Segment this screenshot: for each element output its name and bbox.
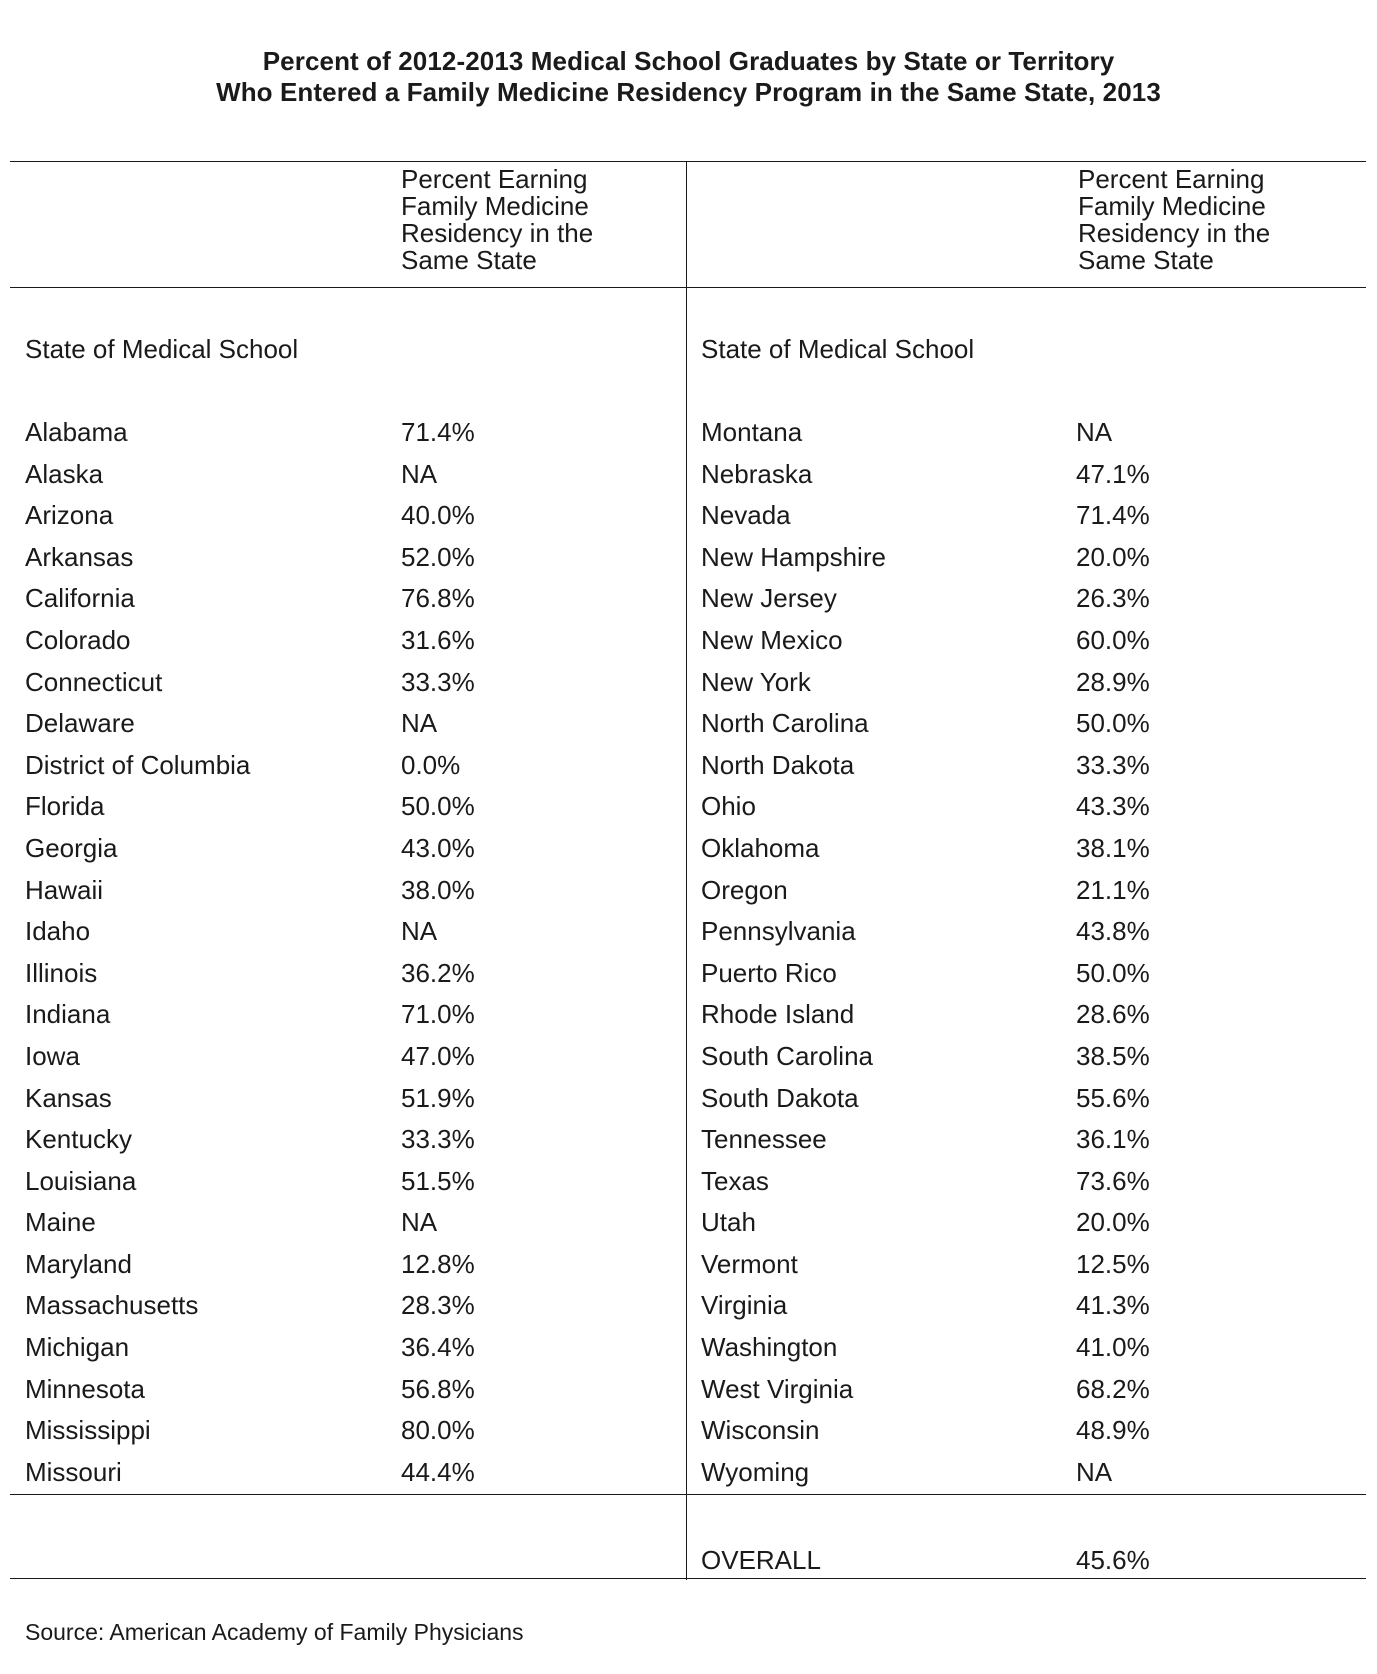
percent-value: 43.3% — [1076, 791, 1150, 822]
state-name: New York — [701, 666, 811, 697]
overall-row — [701, 1544, 1301, 1576]
percent-value: 38.5% — [1076, 1040, 1150, 1071]
right-header-line-3: Residency in the — [1078, 218, 1271, 248]
percent-value: 71.0% — [401, 999, 475, 1030]
percent-value: 33.3% — [1076, 749, 1150, 780]
percent-value: 28.3% — [401, 1290, 475, 1321]
left-header-line-4: Same State — [401, 245, 537, 275]
state-name: Illinois — [25, 957, 98, 988]
table-row — [701, 458, 1331, 500]
state-name: Wisconsin — [701, 1415, 820, 1446]
table-row — [701, 957, 1331, 999]
state-name: Rhode Island — [701, 999, 855, 1030]
table-row — [25, 1248, 655, 1290]
state-name: Minnesota — [25, 1373, 145, 1404]
percent-value: NA — [1076, 417, 1113, 447]
table-row — [701, 1206, 1331, 1248]
table-row — [701, 499, 1331, 541]
state-name: Puerto Rico — [701, 957, 837, 988]
percent-value: 41.3% — [1076, 1290, 1150, 1321]
table-row — [25, 1456, 655, 1498]
table-row — [701, 541, 1331, 583]
percent-value: 28.9% — [1076, 666, 1150, 697]
table-row — [701, 790, 1331, 832]
table-row — [25, 707, 655, 749]
state-name: New Hampshire — [701, 541, 886, 572]
percent-value: 50.0% — [1076, 708, 1150, 739]
percent-value: 47.0% — [401, 1040, 475, 1071]
state-name: Vermont — [701, 1248, 798, 1279]
percent-value: 51.5% — [401, 1165, 475, 1196]
left-header-line-1: Percent Earning — [401, 164, 588, 194]
state-name: Indiana — [25, 999, 111, 1030]
table-row — [701, 915, 1331, 957]
percent-value: 50.0% — [401, 791, 475, 822]
table-row — [25, 1206, 655, 1248]
table-row — [25, 458, 655, 500]
percent-value: 76.8% — [401, 583, 475, 614]
percent-value: 20.0% — [1076, 541, 1150, 572]
percent-value: 47.1% — [1076, 458, 1150, 489]
right-state-list — [701, 416, 1331, 1497]
right-percent-header — [1078, 166, 1377, 274]
table-row — [25, 541, 655, 583]
state-name: Maryland — [25, 1248, 132, 1279]
state-name: Mississippi — [25, 1415, 151, 1446]
percent-value: 38.1% — [1076, 832, 1150, 863]
percent-value: 0.0% — [401, 749, 461, 780]
table-row — [701, 1289, 1331, 1331]
table-row — [701, 749, 1331, 791]
state-name: Kentucky — [25, 1124, 132, 1155]
state-name: District of Columbia — [25, 749, 251, 780]
left-header-line-3: Residency in the — [401, 218, 594, 248]
table-row — [25, 624, 655, 666]
table-row — [25, 582, 655, 624]
table-row — [25, 499, 655, 541]
table-row — [25, 1165, 655, 1207]
state-name: Connecticut — [25, 666, 163, 697]
table-row — [701, 1456, 1331, 1498]
header-rule — [10, 287, 1366, 288]
table-row — [25, 1040, 655, 1082]
right-header-line-4: Same State — [1078, 245, 1214, 275]
table-row — [701, 1414, 1331, 1456]
table-row — [701, 582, 1331, 624]
left-header-line-2: Family Medicine — [401, 191, 589, 221]
state-name: Nebraska — [701, 458, 813, 489]
state-name: Georgia — [25, 832, 118, 863]
table-row — [25, 1373, 655, 1415]
overall-value: 45.6% — [1076, 1545, 1150, 1575]
state-name: Pennsylvania — [701, 916, 856, 947]
state-name: Virginia — [701, 1290, 788, 1321]
state-name: Louisiana — [25, 1165, 137, 1196]
percent-value: 71.4% — [1076, 500, 1150, 531]
table-row — [701, 832, 1331, 874]
percent-value: 50.0% — [1076, 957, 1150, 988]
state-name: West Virginia — [701, 1373, 854, 1404]
state-name: Maine — [25, 1207, 96, 1238]
table-row — [701, 1082, 1331, 1124]
state-name: Ohio — [701, 791, 756, 822]
left-percent-header — [401, 166, 701, 274]
table-row — [701, 416, 1331, 458]
state-name: Alaska — [25, 458, 104, 489]
state-name: Florida — [25, 791, 105, 822]
state-name: Iowa — [25, 1040, 80, 1071]
state-name: Washington — [701, 1332, 838, 1363]
table-row — [25, 749, 655, 791]
table-row — [701, 1040, 1331, 1082]
state-name: Kansas — [25, 1082, 112, 1113]
percent-value: 44.4% — [401, 1456, 475, 1487]
table-row — [25, 1414, 655, 1456]
state-name: Utah — [701, 1207, 756, 1238]
state-name: Arkansas — [25, 541, 134, 572]
title-line-1: Percent of 2012-2013 Medical School Graduates by State or Territory — [262, 46, 1115, 76]
state-name: Nevada — [701, 500, 791, 531]
percent-value: 12.8% — [401, 1248, 475, 1279]
table-row — [25, 416, 655, 458]
state-name: New Jersey — [701, 583, 837, 614]
state-name: South Carolina — [701, 1040, 873, 1071]
state-name: Oregon — [701, 874, 788, 905]
table-row — [25, 957, 655, 999]
left-state-list — [25, 416, 655, 1497]
percent-value: 36.2% — [401, 957, 475, 988]
right-header-line-2: Family Medicine — [1078, 191, 1266, 221]
state-name: Arizona — [25, 500, 114, 531]
percent-value: 26.3% — [1076, 583, 1150, 614]
table-row — [25, 998, 655, 1040]
right-state-header: State of Medical School — [701, 334, 975, 364]
percent-value: 56.8% — [401, 1373, 475, 1404]
percent-value: 12.5% — [1076, 1248, 1150, 1279]
percent-value: 21.1% — [1076, 874, 1150, 905]
percent-value: 41.0% — [1076, 1332, 1150, 1363]
table-row — [25, 874, 655, 916]
title-line-2: Who Entered a Family Medicine Residency Program in the Same State, 2013 — [216, 77, 1161, 107]
percent-value: 36.4% — [401, 1332, 475, 1363]
table-row — [25, 1289, 655, 1331]
left-state-header: State of Medical School — [25, 334, 299, 364]
percent-value: NA — [401, 916, 438, 947]
table-row — [701, 874, 1331, 916]
table-row — [25, 790, 655, 832]
table-row — [25, 1331, 655, 1373]
state-name: California — [25, 583, 135, 614]
table-row — [701, 1123, 1331, 1165]
table-row — [25, 666, 655, 708]
table-row — [701, 998, 1331, 1040]
percent-value: 43.8% — [1076, 916, 1150, 947]
top-rule — [10, 161, 1366, 162]
percent-value: 38.0% — [401, 874, 475, 905]
percent-value: 68.2% — [1076, 1373, 1150, 1404]
state-name: Oklahoma — [701, 832, 820, 863]
percent-value: NA — [1076, 1456, 1113, 1487]
percent-value: 55.6% — [1076, 1082, 1150, 1113]
state-name: Idaho — [25, 916, 91, 947]
state-name: North Dakota — [701, 749, 855, 780]
state-name: Alabama — [25, 417, 128, 447]
state-name: Colorado — [25, 624, 131, 655]
percent-value: 28.6% — [1076, 999, 1150, 1030]
percent-value: 31.6% — [401, 624, 475, 655]
percent-value: NA — [401, 708, 438, 739]
table-title — [0, 46, 1377, 108]
percent-value: 43.0% — [401, 832, 475, 863]
percent-value: 51.9% — [401, 1082, 475, 1113]
table-row — [25, 915, 655, 957]
state-name: Wyoming — [701, 1456, 810, 1487]
state-name: Delaware — [25, 708, 135, 739]
percent-value: 52.0% — [401, 541, 475, 572]
state-name: Michigan — [25, 1332, 130, 1363]
column-divider — [686, 162, 687, 1580]
state-name: South Dakota — [701, 1082, 859, 1113]
percent-value: 71.4% — [401, 417, 475, 447]
table-row — [25, 832, 655, 874]
table-row — [701, 666, 1331, 708]
table-row — [701, 1248, 1331, 1290]
percent-value: 40.0% — [401, 500, 475, 531]
table-row — [701, 1373, 1331, 1415]
percent-value: 48.9% — [1076, 1415, 1150, 1446]
table-row — [701, 1331, 1331, 1373]
state-name: Tennessee — [701, 1124, 827, 1155]
table-row — [701, 1165, 1331, 1207]
percent-value: 33.3% — [401, 666, 475, 697]
table-row — [25, 1082, 655, 1124]
source-note: Source: American Academy of Family Physicians — [25, 1619, 524, 1645]
state-name: Missouri — [25, 1456, 122, 1487]
state-name: Texas — [701, 1165, 769, 1196]
percent-value: 33.3% — [401, 1124, 475, 1155]
state-name: Montana — [701, 417, 803, 447]
table-row — [701, 624, 1331, 666]
percent-value: 60.0% — [1076, 624, 1150, 655]
percent-value: 20.0% — [1076, 1207, 1150, 1238]
state-name: New Mexico — [701, 624, 843, 655]
table-bottom-rule — [10, 1578, 1366, 1579]
state-name: Hawaii — [25, 874, 104, 905]
table-row — [25, 1123, 655, 1165]
right-header-line-1: Percent Earning — [1078, 164, 1265, 194]
percent-value: NA — [401, 458, 438, 489]
state-name: Massachusetts — [25, 1290, 199, 1321]
percent-value: 80.0% — [401, 1415, 475, 1446]
state-name: North Carolina — [701, 708, 869, 739]
table-row — [701, 707, 1331, 749]
percent-value: 36.1% — [1076, 1124, 1150, 1155]
percent-value: 73.6% — [1076, 1165, 1150, 1196]
percent-value: NA — [401, 1207, 438, 1238]
overall-label: OVERALL — [701, 1545, 821, 1575]
